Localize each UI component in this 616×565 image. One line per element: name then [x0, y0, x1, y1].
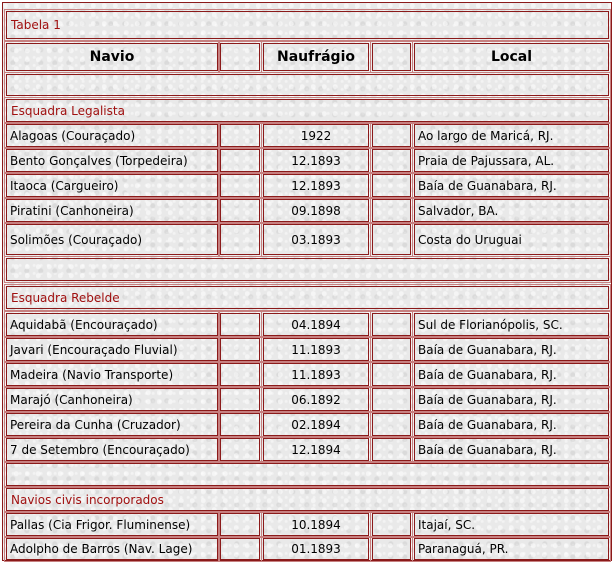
wreck-date-cell: 01.1893 [263, 538, 369, 560]
section-heading: Navios civis incorporados [6, 488, 609, 511]
ship-name-cell: Adolpho de Barros (Nav. Lage) [6, 538, 218, 560]
spacer-cell [372, 338, 411, 361]
spacer-cell [372, 313, 411, 336]
blank-row [6, 258, 609, 281]
wreck-date-cell: 12.1894 [263, 438, 369, 461]
location-cell: Praia de Pajussara, AL. [414, 149, 609, 172]
spacer-cell [372, 413, 411, 436]
ship-name-cell: Madeira (Navio Transporte) [6, 363, 218, 386]
header-spacer [372, 43, 411, 71]
spacer-cell [220, 388, 260, 411]
location-cell: Baía de Guanabara, RJ. [414, 388, 609, 411]
blank-row [6, 74, 609, 96]
header-location: Local [414, 43, 609, 71]
ship-name-cell: Marajó (Canhoneira) [6, 388, 218, 411]
wreck-date-cell: 12.1893 [263, 149, 369, 172]
location-cell: Ao largo de Maricá, RJ. [414, 124, 609, 147]
ship-name-cell: Alagoas (Couraçado) [6, 124, 218, 147]
spacer-cell [372, 174, 411, 197]
spacer-cell [372, 388, 411, 411]
spacer-cell [220, 199, 260, 222]
spacer-cell [372, 224, 411, 255]
spacer-cell [220, 313, 260, 336]
ship-name-cell: Aquidabã (Encouraçado) [6, 313, 218, 336]
spacer-cell [220, 224, 260, 255]
spacer-cell [372, 199, 411, 222]
shipwreck-table [2, 2, 612, 561]
location-cell: Baía de Guanabara, RJ. [414, 174, 609, 197]
location-cell: Paranaguá, PR. [414, 538, 609, 560]
ship-name-cell: Javari (Encouraçado Fluvial) [6, 338, 218, 361]
wreck-date-cell: 12.1893 [263, 174, 369, 197]
spacer-cell [220, 124, 260, 147]
location-cell: Salvador, BA. [414, 199, 609, 222]
spacer-cell [372, 438, 411, 461]
location-cell: Baía de Guanabara, RJ. [414, 363, 609, 386]
spacer-cell [372, 538, 411, 560]
location-cell: Baía de Guanabara, RJ. [414, 438, 609, 461]
location-cell: Baía de Guanabara, RJ. [414, 413, 609, 436]
section-heading: Esquadra Legalista [6, 99, 609, 122]
spacer-cell [220, 413, 260, 436]
ship-name-cell: Pallas (Cia Frigor. Fluminense) [6, 513, 218, 536]
ship-name-cell: Pereira da Cunha (Cruzador) [6, 413, 218, 436]
section-heading: Esquadra Rebelde [6, 286, 609, 309]
spacer-cell [372, 149, 411, 172]
spacer-cell [372, 513, 411, 536]
location-cell: Sul de Florianópolis, SC. [414, 313, 609, 336]
header-ship: Navio [6, 43, 218, 71]
spacer-cell [220, 174, 260, 197]
ship-name-cell: Bento Gonçalves (Torpedeira) [6, 149, 218, 172]
location-cell: Costa do Uruguai [414, 224, 609, 255]
spacer-cell [220, 149, 260, 172]
spacer-cell [220, 513, 260, 536]
wreck-date-cell: 06.1892 [263, 388, 369, 411]
spacer-cell [372, 124, 411, 147]
header-wreck-date: Naufrágio [263, 43, 369, 71]
spacer-cell [220, 538, 260, 560]
spacer-cell [372, 363, 411, 386]
wreck-date-cell: 02.1894 [263, 413, 369, 436]
ship-name-cell: Itaoca (Cargueiro) [6, 174, 218, 197]
wreck-date-cell: 03.1893 [263, 224, 369, 255]
spacer-cell [220, 363, 260, 386]
ship-name-cell: 7 de Setembro (Encouraçado) [6, 438, 218, 461]
header-spacer [220, 43, 260, 71]
wreck-date-cell: 09.1898 [263, 199, 369, 222]
table-title: Tabela 1 [6, 11, 609, 39]
wreck-date-cell: 10.1894 [263, 513, 369, 536]
wreck-date-cell: 11.1893 [263, 338, 369, 361]
ship-name-cell: Piratini (Canhoneira) [6, 199, 218, 222]
blank-row [6, 463, 609, 486]
spacer-cell [220, 438, 260, 461]
location-cell: Baía de Guanabara, RJ. [414, 338, 609, 361]
ship-name-cell: Solimões (Couraçado) [6, 224, 218, 255]
spacer-cell [220, 338, 260, 361]
wreck-date-cell: 11.1893 [263, 363, 369, 386]
wreck-date-cell: 04.1894 [263, 313, 369, 336]
location-cell: Itajaí, SC. [414, 513, 609, 536]
wreck-date-cell: 1922 [263, 124, 369, 147]
